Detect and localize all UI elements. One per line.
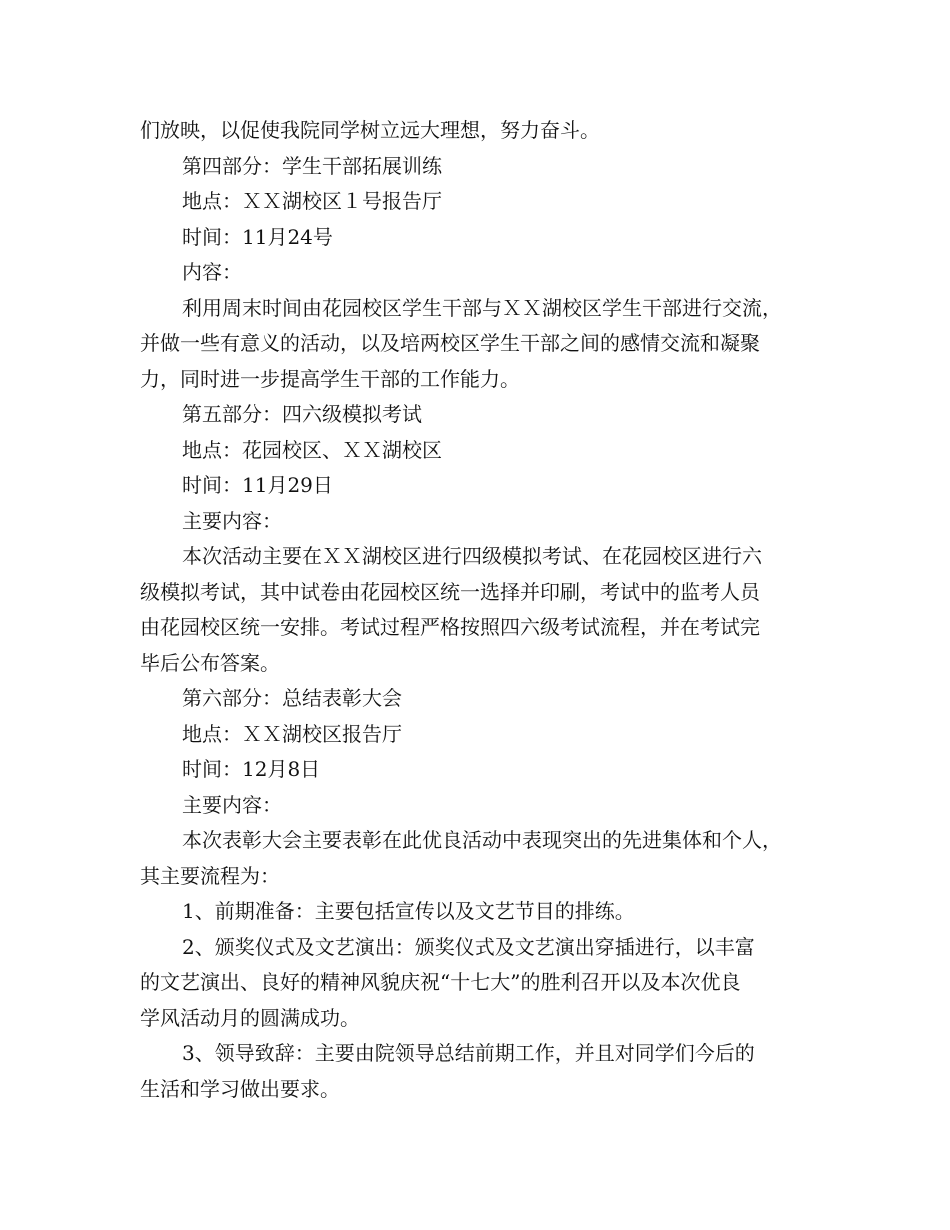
text-line: 学风活动月的圆满成功。 [140,1006,360,1030]
text-line: 2、颁奖仪式及文艺演出：颁奖仪式及文艺演出穿插进行，以丰富 [182,935,755,959]
text-line: 本次活动主要在ＸＸ湖校区进行四级模拟考试、在花园校区进行六 [182,544,762,568]
text-line: 时间：11月29日 [182,473,333,497]
text-line: 其主要流程为： [140,864,280,888]
text-line: 时间：12月8日 [182,757,321,781]
text-line: 毕后公布答案。 [140,651,280,675]
text-line: 1、前期准备：主要包括宣传以及文艺节目的排练。 [182,899,635,923]
text-line: 生活和学习做出要求。 [140,1077,340,1101]
text-line: 地点：ＸＸ湖校区报告厅 [182,722,402,746]
text-line: 主要内容： [182,509,282,533]
text-line: 主要内容： [182,793,282,817]
text-line: 地点：花园校区、ＸＸ湖校区 [182,438,442,462]
text-line: 时间：11月24号 [182,225,333,249]
text-line: 级模拟考试，其中试卷由花园校区统一选择并印刷，考试中的监考人员 [140,580,760,604]
text-line: 的文艺演出、良好的精神风貌庆祝“十七大”的胜利召开以及本次优良 [140,970,741,994]
text-line: 由花园校区统一安排。考试过程严格按照四六级考试流程，并在考试完 [140,615,760,639]
section-heading: 第六部分：总结表彰大会 [182,686,402,710]
text-line: 内容： [182,260,242,284]
text-line: 地点：ＸＸ湖校区１号报告厅 [182,189,442,213]
section-heading: 第五部分：四六级模拟考试 [182,402,422,426]
section-heading: 第四部分：学生干部拓展训练 [182,154,442,178]
text-line: 3、领导致辞：主要由院领导总结前期工作，并且对同学们今后的 [182,1041,755,1065]
text-line: 们放映，以促使我院同学树立远大理想，努力奋斗。 [140,118,600,142]
text-line: 本次表彰大会主要表彰在此优良活动中表现突出的先进集体和个人， [182,828,782,852]
text-line: 力，同时进一步提高学生干部的工作能力。 [140,367,520,391]
text-line: 并做一些有意义的活动，以及培两校区学生干部之间的感情交流和凝聚 [140,331,760,355]
text-line: 利用周末时间由花园校区学生干部与ＸＸ湖校区学生干部进行交流， [182,296,782,320]
